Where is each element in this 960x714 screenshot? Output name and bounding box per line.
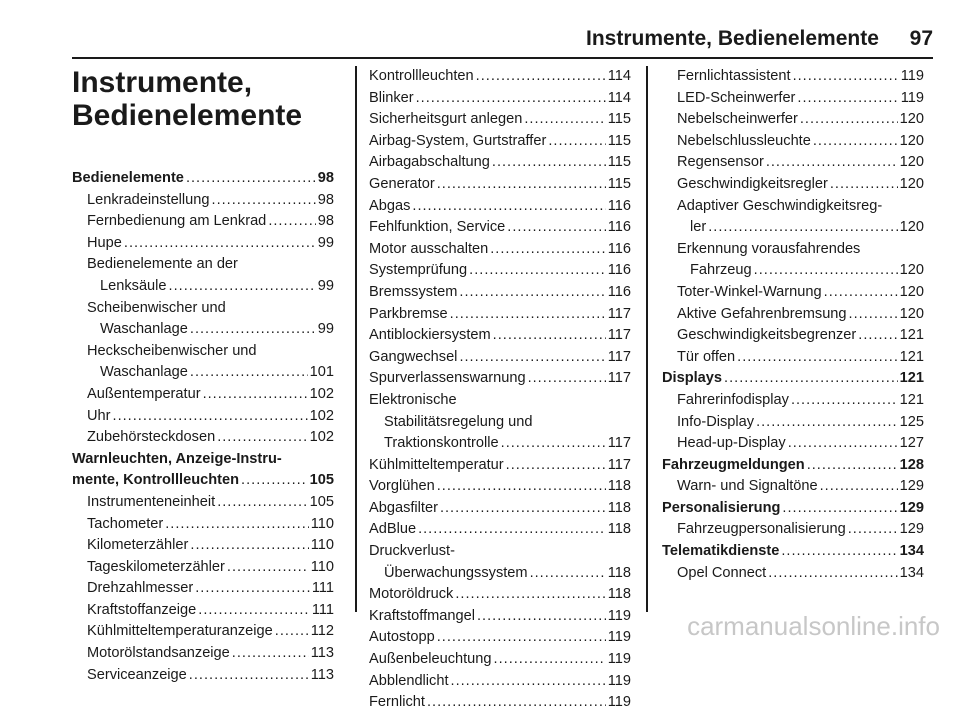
- toc-entry-line: Bedienelemente an der: [87, 256, 238, 273]
- toc-entry[interactable]: Kühlmitteltemperaturanzeige ..... 112: [72, 621, 334, 643]
- toc-entry[interactable]: Regensensor ..... 120: [662, 152, 924, 174]
- chapter-title-line1: Instrumente,: [72, 66, 253, 99]
- toc-entry[interactable]: Info-Display ..... 125: [662, 412, 924, 434]
- toc-entry[interactable]: Autostopp ..... 119: [369, 627, 631, 649]
- toc-section[interactable]: Displays ..... 121: [662, 368, 924, 390]
- toc-entry[interactable]: Hupe ..... 99: [72, 233, 334, 255]
- toc-entry[interactable]: Geschwindigkeitsregler ..... 120: [662, 174, 924, 196]
- toc-entry-line: Adaptiver Geschwindigkeitsreg-: [677, 197, 883, 214]
- toc-entry[interactable]: Tageskilometerzähler ..... 110: [72, 557, 334, 579]
- toc-entry[interactable]: Abgasfilter ..... 118: [369, 498, 631, 520]
- toc-section-line: Warnleuchten, Anzeige-Instru-: [72, 450, 282, 467]
- toc-entry[interactable]: Nebelscheinwerfer ..... 120: [662, 109, 924, 131]
- toc-entry[interactable]: Fahrerinfodisplay ..... 121: [662, 390, 924, 412]
- toc-entry[interactable]: Sicherheitsgurt anlegen ..... 115: [369, 109, 631, 131]
- toc-column-3: [662, 66, 924, 584]
- toc-entry[interactable]: Uhr ..... 102: [72, 406, 334, 428]
- toc-section[interactable]: Personalisierung ..... 129: [662, 498, 924, 520]
- toc-entry[interactable]: Fernlichtassistent ..... 119: [662, 66, 924, 88]
- watermark: carmanualsonline.info: [687, 611, 940, 641]
- toc-entry[interactable]: Außentemperatur ..... 102: [72, 384, 334, 406]
- toc-entry[interactable]: Waschanlage ..... 99: [72, 319, 334, 341]
- header-rule: [72, 57, 933, 59]
- toc-entry[interactable]: Antiblockiersystem ..... 117: [369, 325, 631, 347]
- toc-entry[interactable]: Abgas ..... 116: [369, 196, 631, 218]
- toc-entry[interactable]: Gangwechsel ..... 117: [369, 347, 631, 369]
- toc-entry[interactable]: Aktive Gefahrenbremsung ..... 120: [662, 304, 924, 326]
- toc-entry[interactable]: Opel Connect ..... 134: [662, 563, 924, 585]
- toc-entry[interactable]: Generator ..... 115: [369, 174, 631, 196]
- toc-entry[interactable]: Lenksäule ..... 99: [72, 276, 334, 298]
- toc-entry-line: Heckscheibenwischer und: [87, 342, 257, 359]
- column-divider-2: [646, 66, 648, 612]
- toc-entry[interactable]: Lenkradeinstellung ..... 98: [72, 190, 334, 212]
- toc-entry-line: Elektronische: [369, 391, 457, 408]
- toc-entry[interactable]: Abblendlicht ..... 119: [369, 671, 631, 693]
- toc-entry[interactable]: AdBlue ..... 118: [369, 519, 631, 541]
- toc-entry[interactable]: Geschwindigkeitsbegrenzer ..... 121: [662, 325, 924, 347]
- toc-entry[interactable]: Fehlfunktion, Service ..... 116: [369, 217, 631, 239]
- toc-entry[interactable]: Waschanlage ..... 101: [72, 362, 334, 384]
- toc-entry[interactable]: Fahrzeug ..... 120: [662, 260, 924, 282]
- toc-entry[interactable]: Traktionskontrolle ..... 117: [369, 433, 631, 455]
- running-header-title: Instrumente, Bedienelemente: [586, 27, 879, 50]
- chapter-title-line2: Bedienelemente: [72, 99, 303, 132]
- toc-section[interactable]: mente, Kontrollleuchten ..... 105: [72, 470, 334, 492]
- toc-entry[interactable]: Kraftstoffmangel ..... 119: [369, 606, 631, 628]
- toc-entry[interactable]: Airbagabschaltung ..... 115: [369, 152, 631, 174]
- toc-entry[interactable]: Toter-Winkel-Warnung ..... 120: [662, 282, 924, 304]
- toc-entry[interactable]: Instrumenteneinheit ..... 105: [72, 492, 334, 514]
- toc-entry[interactable]: Tür offen ..... 121: [662, 347, 924, 369]
- toc-entry[interactable]: LED-Scheinwerfer ..... 119: [662, 88, 924, 110]
- toc-entry[interactable]: Serviceanzeige ..... 113: [72, 665, 334, 687]
- column-divider-1: [355, 66, 357, 612]
- toc-section[interactable]: Telematikdienste ..... 134: [662, 541, 924, 563]
- toc-entry[interactable]: Systemprüfung ..... 116: [369, 260, 631, 282]
- toc-entry[interactable]: Zubehörsteckdosen ..... 102: [72, 427, 334, 449]
- toc-entry[interactable]: Airbag-System, Gurtstraffer ..... 115: [369, 131, 631, 153]
- toc-entry[interactable]: Motorölstandsanzeige ..... 113: [72, 643, 334, 665]
- toc-entry[interactable]: Vorglühen ..... 118: [369, 476, 631, 498]
- toc-entry[interactable]: Warn- und Signaltöne ..... 129: [662, 476, 924, 498]
- toc-entry[interactable]: Motor ausschalten ..... 116: [369, 239, 631, 261]
- toc-section[interactable]: Bedienelemente ..... 98: [72, 168, 334, 190]
- toc-entry[interactable]: Überwachungssystem ..... 118: [369, 563, 631, 585]
- toc-entry[interactable]: Spurverlassenswarnung ..... 117: [369, 368, 631, 390]
- toc-entry[interactable]: Kontrollleuchten ..... 114: [369, 66, 631, 88]
- toc-entry[interactable]: Außenbeleuchtung ..... 119: [369, 649, 631, 671]
- toc-entry[interactable]: Blinker ..... 114: [369, 88, 631, 110]
- toc-entry[interactable]: Fahrzeugpersonalisierung ..... 129: [662, 519, 924, 541]
- toc-entry[interactable]: ler ..... 120: [662, 217, 924, 239]
- toc-entry[interactable]: Head-up-Display ..... 127: [662, 433, 924, 455]
- toc-section[interactable]: Fahrzeugmeldungen ..... 128: [662, 455, 924, 477]
- toc-entry[interactable]: Parkbremse ..... 117: [369, 304, 631, 326]
- toc-entry-line: Scheibenwischer und: [87, 299, 226, 316]
- toc-entry[interactable]: Nebelschlussleuchte ..... 120: [662, 131, 924, 153]
- chapter-title: [72, 66, 332, 132]
- toc-entry[interactable]: Fernlicht ..... 119: [369, 692, 631, 714]
- toc-column-2: [369, 66, 631, 714]
- toc-entry[interactable]: Kühlmitteltemperatur ..... 117: [369, 455, 631, 477]
- toc-entry[interactable]: Drehzahlmesser ..... 111: [72, 578, 334, 600]
- toc-entry[interactable]: Fernbedienung am Lenkrad ..... 98: [72, 211, 334, 233]
- toc-entry[interactable]: Tachometer ..... 110: [72, 514, 334, 536]
- toc-column-1: [72, 168, 334, 686]
- toc-entry[interactable]: Kraftstoffanzeige ..... 111: [72, 600, 334, 622]
- toc-entry-line: Stabilitätsregelung und: [384, 413, 533, 430]
- toc-entry[interactable]: Motoröldruck ..... 118: [369, 584, 631, 606]
- toc-entry-line: Erkennung vorausfahrendes: [677, 240, 861, 257]
- toc-entry[interactable]: Bremssystem ..... 116: [369, 282, 631, 304]
- toc-entry[interactable]: Kilometerzähler ..... 110: [72, 535, 334, 557]
- page-number: 97: [909, 27, 933, 50]
- toc-entry-line: Druckverlust-: [369, 543, 455, 560]
